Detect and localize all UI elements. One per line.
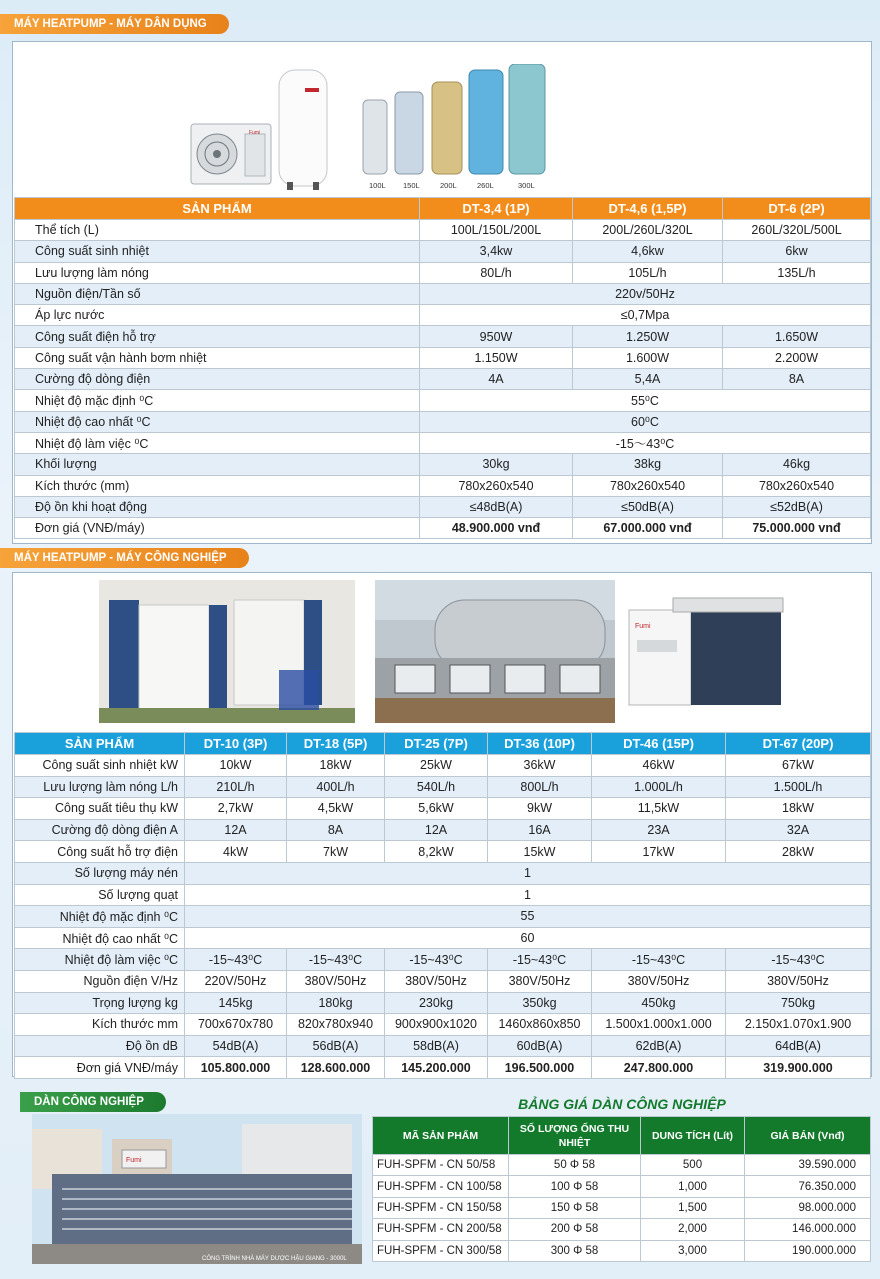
table-cell: 12A (385, 819, 488, 841)
table-cell: 64dB(A) (726, 1035, 871, 1057)
table-header: DT-18 (5P) (287, 733, 385, 755)
table-cell: 75.000.000 vnđ (723, 518, 871, 539)
table-cell: -15~43⁰C (385, 949, 488, 971)
table-cell: 820x780x940 (287, 1014, 385, 1036)
table-cell: 9kW (488, 798, 592, 820)
table-cell: 1.500L/h (726, 776, 871, 798)
table-cell: 196.500.000 (488, 1057, 592, 1079)
domestic-spec-table (14, 197, 871, 539)
table-cell: 220V/50Hz (185, 970, 287, 992)
table-cell: Số lượng máy nén (15, 862, 185, 884)
table-header: DT-67 (20P) (726, 733, 871, 755)
table-row (373, 1197, 871, 1218)
table-row (15, 305, 871, 326)
table-cell: 46kW (592, 755, 726, 777)
table-cell: 780x260x540 (573, 475, 723, 496)
table-cell: Đơn giá (VNĐ/máy) (15, 518, 420, 539)
table-cell: 18kW (726, 798, 871, 820)
table-cell: 1.500x1.000x1.000 (592, 1014, 726, 1036)
table-cell: 300 Φ 58 (509, 1240, 641, 1261)
table-cell: -15~43⁰C (185, 949, 287, 971)
table-row (373, 1176, 871, 1197)
table-cell: -15~43⁰C (488, 949, 592, 971)
table-cell: FUH-SPFM - CN 300/58 (373, 1240, 509, 1261)
table-cell: 54dB(A) (185, 1035, 287, 1057)
table-cell: 46kg (723, 454, 871, 475)
table-cell: 98.000.000 (745, 1197, 871, 1218)
table-cell: 380V/50Hz (592, 970, 726, 992)
table-cell: 1.600W (573, 347, 723, 368)
table-cell: 67kW (726, 755, 871, 777)
table-cell: ≤0,7Mpa (420, 305, 871, 326)
table-cell: 12A (185, 819, 287, 841)
table-cell: 540L/h (385, 776, 488, 798)
table-cell: 55 (185, 906, 871, 928)
table-cell: 105.800.000 (185, 1057, 287, 1079)
table-cell: FUH-SPFM - CN 150/58 (373, 1197, 509, 1218)
table-cell: 900x900x1020 (385, 1014, 488, 1036)
table-cell: 60dB(A) (488, 1035, 592, 1057)
table-row (15, 496, 871, 517)
table-cell: 319.900.000 (726, 1057, 871, 1079)
table-cell: 8A (723, 369, 871, 390)
table-cell: 146.000.000 (745, 1219, 871, 1240)
table-cell: 380V/50Hz (287, 970, 385, 992)
table-cell: Nhiệt độ mặc định ⁰C (15, 906, 185, 928)
table-cell: 2,7kW (185, 798, 287, 820)
table-cell: Kích thước mm (15, 1014, 185, 1036)
domestic-panel (12, 41, 872, 544)
table-cell: -15~43⁰C (592, 949, 726, 971)
table-cell: 55⁰C (420, 390, 871, 411)
table-cell: Kích thước (mm) (15, 475, 420, 496)
collector-price-table (372, 1116, 871, 1262)
table-cell: Độ ồn dB (15, 1035, 185, 1057)
table-cell: 780x260x540 (420, 475, 573, 496)
table-cell: 56dB(A) (287, 1035, 385, 1057)
table-cell: Nguồn điện/Tần số (15, 283, 420, 304)
table-cell: 15kW (488, 841, 592, 863)
table-row (15, 841, 871, 863)
table-cell: Nguồn điện V/Hz (15, 970, 185, 992)
table-cell: 1.000L/h (592, 776, 726, 798)
table-cell: 60 (185, 927, 871, 949)
table-cell: 780x260x540 (723, 475, 871, 496)
table-cell: 39.590.000 (745, 1155, 871, 1176)
table-cell: 135L/h (723, 262, 871, 283)
table-header: SẢN PHẨM (15, 198, 420, 220)
table-cell: Trọng lượng kg (15, 992, 185, 1014)
table-cell: 1 (185, 884, 871, 906)
table-cell: 247.800.000 (592, 1057, 726, 1079)
table-cell: Nhiệt độ cao nhất ⁰C (15, 927, 185, 949)
section-tag-collector: DÀN CÔNG NGHIỆP (20, 1092, 166, 1112)
domestic-product-photo (187, 64, 547, 194)
table-cell: 17kW (592, 841, 726, 863)
table-cell: 58dB(A) (385, 1035, 488, 1057)
table-header: SẢN PHẨM (15, 733, 185, 755)
table-cell: 200 Φ 58 (509, 1219, 641, 1240)
table-row (373, 1240, 871, 1261)
section-tag-domestic: MÁY HEATPUMP - MÁY DÂN DỤNG (0, 14, 229, 34)
brand-logo: Fumi (249, 130, 261, 136)
table-cell: 200L/260L/320L (573, 220, 723, 241)
industrial-photo-2 (375, 580, 615, 723)
table-row (15, 1014, 871, 1036)
tank-label: 260L (477, 181, 494, 190)
table-cell: Nhiệt độ cao nhất ⁰C (15, 411, 420, 432)
table-header: DT-3,4 (1P) (420, 198, 573, 220)
table-header: DT-10 (3P) (185, 733, 287, 755)
table-cell: 1,500 (641, 1197, 745, 1218)
table-cell: 3,4kw (420, 241, 573, 262)
table-cell: 30kg (420, 454, 573, 475)
table-cell: ≤50dB(A) (573, 496, 723, 517)
table-cell: Thể tích (L) (15, 220, 420, 241)
table-cell: 150 Φ 58 (509, 1197, 641, 1218)
table-header: DT-25 (7P) (385, 733, 488, 755)
industrial-spec-table (14, 732, 871, 1079)
table-cell: 100 Φ 58 (509, 1176, 641, 1197)
table-cell: 62dB(A) (592, 1035, 726, 1057)
table-header: SỐ LƯỢNG ỐNG THU NHIỆT (509, 1117, 641, 1155)
table-cell: 380V/50Hz (726, 970, 871, 992)
table-row (15, 347, 871, 368)
table-row (15, 390, 871, 411)
table-cell: 36kW (488, 755, 592, 777)
table-cell: 3,000 (641, 1240, 745, 1261)
table-cell: 750kg (726, 992, 871, 1014)
table-cell: 4A (420, 369, 573, 390)
table-cell: 7kW (287, 841, 385, 863)
table-row (15, 369, 871, 390)
table-header: DT-4,6 (1,5P) (573, 198, 723, 220)
table-row (15, 283, 871, 304)
industrial-photo-1 (99, 580, 355, 723)
tank-label: 100L (369, 181, 386, 190)
table-cell: 50 Φ 58 (509, 1155, 641, 1176)
tank-label: 150L (403, 181, 420, 190)
table-cell: Nhiệt độ mặc định ⁰C (15, 390, 420, 411)
table-cell: 2.200W (723, 347, 871, 368)
table-row (15, 432, 871, 453)
tank-label: 300L (518, 181, 535, 190)
table-header: DT-36 (10P) (488, 733, 592, 755)
table-cell: 210L/h (185, 776, 287, 798)
table-row (15, 776, 871, 798)
brand-logo: Fumi (126, 1157, 142, 1164)
table-cell: 1.250W (573, 326, 723, 347)
table-cell: Lưu lượng làm nóng L/h (15, 776, 185, 798)
table-header: GIÁ BÁN (Vnđ) (745, 1117, 871, 1155)
collector-price-title: BẢNG GIÁ DÀN CÔNG NGHIỆP (518, 1096, 726, 1112)
table-cell: 1,000 (641, 1176, 745, 1197)
table-cell: -15~43⁰C (287, 949, 385, 971)
table-cell: 380V/50Hz (385, 970, 488, 992)
industrial-spec-table-wrap (14, 732, 870, 1079)
table-cell: 5,6kW (385, 798, 488, 820)
table-cell: 1460x860x850 (488, 1014, 592, 1036)
table-row (15, 906, 871, 928)
table-cell: Công suất sinh nhiệt kW (15, 755, 185, 777)
table-row (15, 1057, 871, 1079)
table-cell: 25kW (385, 755, 488, 777)
collector-photo (32, 1114, 362, 1264)
table-cell: 350kg (488, 992, 592, 1014)
table-cell: Nhiệt độ làm việc ⁰C (15, 949, 185, 971)
table-cell: 10kW (185, 755, 287, 777)
table-cell: 400L/h (287, 776, 385, 798)
table-cell: 230kg (385, 992, 488, 1014)
table-cell: 145.200.000 (385, 1057, 488, 1079)
industrial-panel (12, 572, 872, 1077)
table-row (15, 262, 871, 283)
table-cell: 76.350.000 (745, 1176, 871, 1197)
table-row (15, 220, 871, 241)
table-row (15, 755, 871, 777)
table-cell: Số lượng quạt (15, 884, 185, 906)
table-cell: 180kg (287, 992, 385, 1014)
table-cell: Độ ồn khi hoạt động (15, 496, 420, 517)
table-row (15, 884, 871, 906)
table-cell: 380V/50Hz (488, 970, 592, 992)
table-row (15, 862, 871, 884)
table-cell: 4kW (185, 841, 287, 863)
table-cell: 38kg (573, 454, 723, 475)
table-cell: 28kW (726, 841, 871, 863)
table-cell: 800L/h (488, 776, 592, 798)
table-row (15, 798, 871, 820)
table-cell: 1.150W (420, 347, 573, 368)
table-row (373, 1155, 871, 1176)
table-cell: ≤48dB(A) (420, 496, 573, 517)
table-cell: 2,000 (641, 1219, 745, 1240)
table-header: DUNG TÍCH (Lít) (641, 1117, 745, 1155)
table-cell: 8A (287, 819, 385, 841)
table-cell: 1 (185, 862, 871, 884)
table-cell: 67.000.000 vnđ (573, 518, 723, 539)
section-tag-industrial: MÁY HEATPUMP - MÁY CÔNG NGHIỆP (0, 548, 249, 568)
collector-table-wrap (372, 1116, 870, 1262)
table-cell: Công suất hỗ trợ điện (15, 841, 185, 863)
table-cell: Khối lượng (15, 454, 420, 475)
tank-label: 200L (440, 181, 457, 190)
industrial-photo-3 (625, 580, 787, 713)
table-cell: 105L/h (573, 262, 723, 283)
table-row (15, 819, 871, 841)
table-cell: 4,5kW (287, 798, 385, 820)
table-cell: 16A (488, 819, 592, 841)
brand-logo: Fumi (635, 623, 651, 630)
table-cell: 1.650W (723, 326, 871, 347)
table-cell: 500 (641, 1155, 745, 1176)
table-cell: 190.000.000 (745, 1240, 871, 1261)
table-row (15, 927, 871, 949)
table-cell: 60⁰C (420, 411, 871, 432)
table-row (15, 1035, 871, 1057)
table-row (15, 241, 871, 262)
table-cell: Công suất tiêu thụ kW (15, 798, 185, 820)
table-cell: FUH-SPFM - CN 100/58 (373, 1176, 509, 1197)
table-cell: 145kg (185, 992, 287, 1014)
table-header: DT-46 (15P) (592, 733, 726, 755)
table-cell: Lưu lượng làm nóng (15, 262, 420, 283)
table-cell: Công suất vận hành bơm nhiệt (15, 347, 420, 368)
table-row (15, 518, 871, 539)
table-cell: 2.150x1.070x1.900 (726, 1014, 871, 1036)
table-cell: 8,2kW (385, 841, 488, 863)
table-cell: 11,5kW (592, 798, 726, 820)
domestic-spec-table-wrap (14, 197, 870, 539)
table-cell: Cường độ dòng điện A (15, 819, 185, 841)
table-row (15, 992, 871, 1014)
table-cell: FUH-SPFM - CN 200/58 (373, 1219, 509, 1240)
table-cell: Công suất điện hỗ trợ (15, 326, 420, 347)
table-cell: 220v/50Hz (420, 283, 871, 304)
table-row (373, 1219, 871, 1240)
table-cell: FUH-SPFM - CN 50/58 (373, 1155, 509, 1176)
table-cell: 100L/150L/200L (420, 220, 573, 241)
table-cell: 48.900.000 vnđ (420, 518, 573, 539)
table-cell: ≤52dB(A) (723, 496, 871, 517)
table-cell: 32A (726, 819, 871, 841)
table-row (15, 411, 871, 432)
table-cell: 128.600.000 (287, 1057, 385, 1079)
photo-caption: CÔNG TRÌNH NHÀ MÁY DƯỢC HẬU GIANG - 3000L (202, 1256, 347, 1262)
table-cell: Cường độ dòng điện (15, 369, 420, 390)
table-cell: Nhiệt độ làm việc ⁰C (15, 432, 420, 453)
table-cell: 6kw (723, 241, 871, 262)
table-row (15, 326, 871, 347)
table-cell: 5,4A (573, 369, 723, 390)
table-cell: -15～43⁰C (420, 432, 871, 453)
table-row (15, 970, 871, 992)
table-cell: Áp lực nước (15, 305, 420, 326)
table-cell: Công suất sinh nhiệt (15, 241, 420, 262)
table-cell: 450kg (592, 992, 726, 1014)
table-cell: 18kW (287, 755, 385, 777)
table-cell: 700x670x780 (185, 1014, 287, 1036)
table-cell: -15~43⁰C (726, 949, 871, 971)
table-cell: 950W (420, 326, 573, 347)
table-row (15, 475, 871, 496)
table-row (15, 949, 871, 971)
table-row (15, 454, 871, 475)
table-header: MÃ SẢN PHẨM (373, 1117, 509, 1155)
table-cell: 4,6kw (573, 241, 723, 262)
table-cell: 260L/320L/500L (723, 220, 871, 241)
table-cell: 23A (592, 819, 726, 841)
table-cell: Đơn giá VNĐ/máy (15, 1057, 185, 1079)
table-header: DT-6 (2P) (723, 198, 871, 220)
table-cell: 80L/h (420, 262, 573, 283)
